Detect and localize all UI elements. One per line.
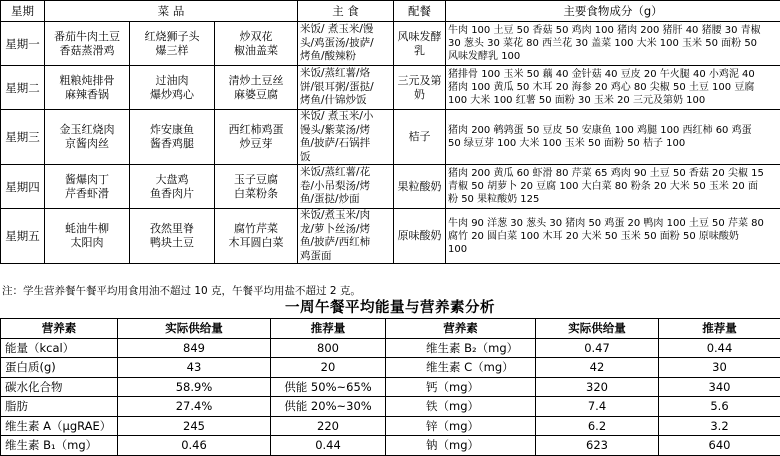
recommended-value: 800	[271, 338, 386, 358]
dish-cell-1-line: 芹香虾滑	[47, 187, 127, 201]
staple-cell	[298, 22, 394, 66]
header-recommended-2: 推荐量	[659, 319, 780, 339]
ingredients-cell-line: 牛肉 90 洋葱 30 葱头 30 猪肉 50 鸡蛋 20 鸭肉 100 土豆 50 芹菜 80	[448, 217, 778, 230]
day-cell: 星期一	[1, 22, 45, 66]
dish-cell-2-line: 鸭块土豆	[132, 236, 212, 250]
staple-cell-line: 烤鱼/酸辣粉	[300, 50, 391, 64]
recommended-value: 0.44	[271, 436, 386, 456]
dish-cell-1-line: 粗粮炖排骨	[47, 74, 127, 88]
dish-cell-1	[45, 110, 130, 165]
dish-cell-2	[130, 66, 215, 110]
recommended-value: 供能 20%~30%	[271, 397, 386, 417]
recommended-value: 30	[659, 358, 780, 378]
recommended-value: 3.2	[659, 416, 780, 436]
recommended-value: 供能 50%~65%	[271, 377, 386, 397]
header-actual-1: 实际供给量	[118, 319, 271, 339]
menu-row	[1, 165, 780, 209]
nutrient-name: 维生素 C（mg）	[386, 358, 536, 378]
ingredients-cell-line: 腐竹 20 圆白菜 100 木耳 20 大米 50 玉米 50 面粉 50 原味酸奶	[448, 230, 778, 243]
dish-cell-3-line: 清炒土豆丝	[217, 74, 295, 88]
side-cell-line: 桔子	[396, 130, 443, 144]
ingredients-cell-line: 牛肉 100 土豆 50 香菇 50 鸡肉 100 猪肉 200 猪肝 40 猪腰 30 青椒	[448, 24, 778, 37]
header-staple: 主 食	[298, 1, 394, 22]
dish-cell-2-line: 鱼香肉片	[132, 187, 212, 201]
ingredients-cell	[446, 66, 780, 110]
dish-cell-2-line: 红烧狮子头	[132, 30, 212, 44]
ingredients-cell-line: 风味发酵乳 100	[448, 50, 778, 63]
dish-cell-2-line: 大盘鸡	[132, 173, 212, 187]
ingredients-cell	[446, 209, 780, 264]
nutrition-row	[1, 436, 780, 456]
dish-cell-3	[215, 22, 298, 66]
side-cell-line: 三元及第	[396, 74, 443, 88]
ingredients-cell-line: 猪肉 200 黄瓜 60 虾滑 80 芹菜 65 鸡肉 90 土豆 50 香菇 20 尖椒 15	[448, 167, 778, 180]
dish-cell-2-line: 过油肉	[132, 74, 212, 88]
side-cell	[394, 66, 446, 110]
staple-cell-line: 鸡蛋面	[300, 250, 391, 264]
dish-cell-2	[130, 165, 215, 209]
staple-cell-line: 饼/银耳粥/蛋挞/	[300, 81, 391, 95]
staple-cell-line: 卷/小吊梨汤/烤	[300, 180, 391, 194]
ingredients-cell	[446, 110, 780, 165]
ingredients-cell	[446, 22, 780, 66]
dish-cell-1	[45, 209, 130, 264]
ingredients-cell-line: 30 葱头 30 菜花 80 西兰花 30 盖菜 100 大米 100 玉米 50 面粉 50	[448, 37, 778, 50]
dish-cell-3-line: 西红柿鸡蛋	[217, 123, 295, 137]
actual-value: 27.4%	[118, 397, 271, 417]
header-ingredients: 主要食物成分（g）	[446, 1, 780, 22]
ingredients-cell-line: 100 大米 100 红薯 50 面粉 30 玉米 20 三元及第奶 100	[448, 94, 778, 107]
dish-cell-2	[130, 209, 215, 264]
nutrient-name: 维生素 A（μgRAE）	[1, 416, 118, 436]
recommended-value: 640	[659, 436, 780, 456]
day-cell: 星期四	[1, 165, 45, 209]
dish-cell-1	[45, 22, 130, 66]
actual-value: 7.4	[536, 397, 659, 417]
dish-cell-2	[130, 22, 215, 66]
ingredients-cell-line: 50 绿豆芽 100 大米 100 玉米 50 面粉 50 桔子 100	[448, 137, 778, 150]
actual-value: 42	[536, 358, 659, 378]
dish-cell-3	[215, 110, 298, 165]
dish-cell-3-line: 木耳圆白菜	[217, 236, 295, 250]
staple-cell-line: 米饭/ 煮玉米/小	[300, 110, 391, 124]
actual-value: 6.2	[536, 416, 659, 436]
side-cell-line: 原味酸奶	[396, 229, 443, 243]
staple-cell-line: 饭	[300, 151, 391, 165]
ingredients-cell-line: 100	[448, 243, 778, 256]
analysis-title: 一周午餐平均能量与营养素分析	[0, 296, 780, 317]
ingredients-cell-line: 粉 50 果粒酸奶 125	[448, 193, 778, 206]
nutrient-name: 蛋白质(g)	[1, 358, 118, 378]
menu-row	[1, 22, 780, 66]
side-cell	[394, 110, 446, 165]
nutrient-name: 维生素 B₁（mg）	[1, 436, 118, 456]
actual-value: 0.46	[118, 436, 271, 456]
actual-value: 0.47	[536, 338, 659, 358]
dish-cell-1-line: 金玉红烧肉	[47, 123, 127, 137]
dish-cell-2-line: 爆三样	[132, 44, 212, 58]
dish-cell-3-line: 玉子豆腐	[217, 173, 295, 187]
header-recommended-1: 推荐量	[271, 319, 386, 339]
nutrition-row	[1, 358, 780, 378]
nutrient-name: 碳水化合物	[1, 377, 118, 397]
staple-cell	[298, 165, 394, 209]
actual-value: 43	[118, 358, 271, 378]
dish-cell-2-line: 炸安康鱼	[132, 123, 212, 137]
staple-cell	[298, 66, 394, 110]
menu-row	[1, 209, 780, 264]
ingredients-cell-line: 猪肉 100 黄瓜 50 木耳 20 海参 20 鸡心 80 尖椒 50 土豆 100 豆腐	[448, 81, 778, 94]
dish-cell-2-line: 酱香鸡腿	[132, 137, 212, 151]
nutrition-header-row	[1, 319, 780, 339]
header-nutrient-2: 营养素	[386, 319, 536, 339]
header-dishes: 菜 品	[45, 1, 298, 22]
dish-cell-3-line: 腐竹芹菜	[217, 222, 295, 236]
dish-cell-1-line: 香菇蒸滑鸡	[47, 44, 127, 58]
ingredients-cell	[446, 165, 780, 209]
side-cell	[394, 209, 446, 264]
nutrient-name: 铁（mg）	[386, 397, 536, 417]
staple-cell-line: 鱼/披萨/石锅拌	[300, 137, 391, 151]
dish-cell-1-line: 太阳肉	[47, 236, 127, 250]
dish-cell-3-line: 麻婆豆腐	[217, 88, 295, 102]
footnote: 注：学生营养餐午餐平均用食用油不超过 10 克，午餐平均用盐不超过 2 克。	[2, 283, 361, 298]
nutrient-name: 锌（mg）	[386, 416, 536, 436]
day-cell: 星期二	[1, 66, 45, 110]
ingredients-cell-line: 猪肉 200 鹌鹑蛋 50 豆皮 50 安康鱼 100 鸡腿 100 西红柿 60 鸡蛋	[448, 124, 778, 137]
menu-header-row	[1, 1, 780, 22]
nutrient-name: 钙（mg）	[386, 377, 536, 397]
header-actual-2: 实际供给量	[536, 319, 659, 339]
dish-cell-2-line: 孜然里脊	[132, 222, 212, 236]
recommended-value: 5.6	[659, 397, 780, 417]
recommended-value: 0.44	[659, 338, 780, 358]
dish-cell-3-line: 椒油盖菜	[217, 44, 295, 58]
nutrition-analysis-table	[0, 318, 780, 456]
dish-cell-2-line: 爆炒鸡心	[132, 88, 212, 102]
menu-row	[1, 110, 780, 165]
dish-cell-1-line: 酱爆肉丁	[47, 173, 127, 187]
dish-cell-1-line: 麻辣香锅	[47, 88, 127, 102]
staple-cell-line: 馒头/紫菜汤/烤	[300, 124, 391, 138]
side-cell	[394, 165, 446, 209]
dish-cell-3-line: 炒豆芽	[217, 137, 295, 151]
staple-cell-line: 米饭/ 煮玉米/馒	[300, 23, 391, 37]
staple-cell	[298, 209, 394, 264]
nutrition-row	[1, 338, 780, 358]
dish-cell-3	[215, 165, 298, 209]
dish-cell-1-line: 京酱肉丝	[47, 137, 127, 151]
ingredients-cell-line: 猪排骨 100 玉米 50 藕 40 金针菇 40 豆皮 20 午火腿 40 小鸡泥 40	[448, 68, 778, 81]
dish-cell-2	[130, 110, 215, 165]
nutrition-row	[1, 416, 780, 436]
day-cell: 星期五	[1, 209, 45, 264]
staple-cell	[298, 110, 394, 165]
staple-cell-line: 米饭/蒸红薯/花	[300, 166, 391, 180]
header-day: 星期	[1, 1, 45, 22]
dish-cell-1-line: 番茄牛肉土豆	[47, 30, 127, 44]
nutrient-name: 钠（mg）	[386, 436, 536, 456]
recommended-value: 340	[659, 377, 780, 397]
nutrition-row	[1, 397, 780, 417]
ingredients-cell-line: 青椒 50 胡萝卜 20 豆腐 100 大白菜 80 粉条 20 大米 50 玉米 20 面	[448, 180, 778, 193]
side-cell-line: 奶	[396, 88, 443, 102]
nutrient-name: 脂肪	[1, 397, 118, 417]
recommended-value: 20	[271, 358, 386, 378]
actual-value: 849	[118, 338, 271, 358]
header-side: 配餐	[394, 1, 446, 22]
menu-row	[1, 66, 780, 110]
dish-cell-3-line: 炒双花	[217, 30, 295, 44]
day-cell: 星期三	[1, 110, 45, 165]
dish-cell-1	[45, 66, 130, 110]
recommended-value: 220	[271, 416, 386, 436]
staple-cell-line: 米饭/煮玉米/肉	[300, 209, 391, 223]
side-cell	[394, 22, 446, 66]
dish-cell-3	[215, 209, 298, 264]
staple-cell-line: 米饭/蒸红薯/烙	[300, 67, 391, 81]
staple-cell-line: 鱼/蛋挞/炒面	[300, 193, 391, 207]
nutrient-name: 维生素 B₂（mg）	[386, 338, 536, 358]
actual-value: 58.9%	[118, 377, 271, 397]
actual-value: 623	[536, 436, 659, 456]
header-nutrient-1: 营养素	[1, 319, 118, 339]
actual-value: 245	[118, 416, 271, 436]
side-cell-line: 乳	[396, 44, 443, 58]
staple-cell-line: 头/鸡蛋汤/披萨/	[300, 37, 391, 51]
staple-cell-line: 鱼/披萨/西红柿	[300, 236, 391, 250]
dish-cell-3-line: 白菜粉条	[217, 187, 295, 201]
dish-cell-1-line: 蚝油牛柳	[47, 222, 127, 236]
dish-cell-3	[215, 66, 298, 110]
actual-value: 320	[536, 377, 659, 397]
nutrition-row	[1, 377, 780, 397]
nutrient-name: 能量（kcal）	[1, 338, 118, 358]
dish-cell-1	[45, 165, 130, 209]
side-cell-line: 果粒酸奶	[396, 180, 443, 194]
staple-cell-line: 龙/萝卜丝汤/烤	[300, 223, 391, 237]
side-cell-line: 风味发酵	[396, 30, 443, 44]
staple-cell-line: 烤鱼/什锦炒饭	[300, 94, 391, 108]
